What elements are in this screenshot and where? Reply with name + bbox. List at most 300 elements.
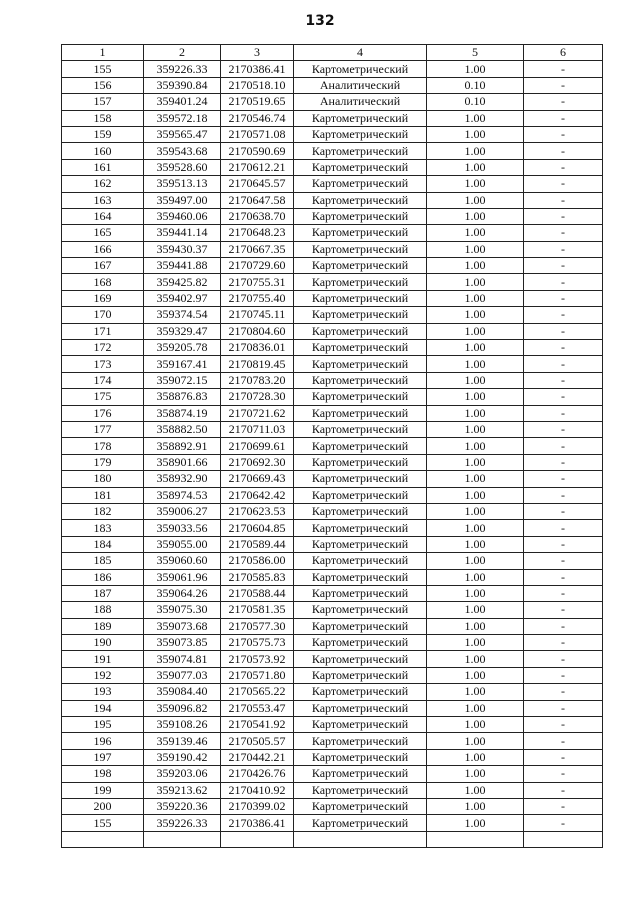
table-cell: 2170426.76	[221, 766, 294, 782]
table-cell: 2170836.01	[221, 340, 294, 356]
table-cell: -	[524, 700, 603, 716]
table-cell: -	[524, 225, 603, 241]
table-cell: 359513.13	[144, 176, 221, 192]
coordinates-table	[61, 44, 603, 848]
table-cell: 2170399.02	[221, 798, 294, 814]
table-row	[62, 667, 603, 683]
table-cell: 198	[62, 766, 144, 782]
table-cell: 1.00	[427, 274, 524, 290]
table-row	[62, 471, 603, 487]
table-cell: 359528.60	[144, 159, 221, 175]
table-cell: 2170590.69	[221, 143, 294, 159]
table-cell: -	[524, 143, 603, 159]
table-cell: 197	[62, 749, 144, 765]
table-cell: 1.00	[427, 356, 524, 372]
table-cell: 1.00	[427, 766, 524, 782]
table-cell: 1.00	[427, 159, 524, 175]
table-cell: 171	[62, 323, 144, 339]
table-cell: 2170729.60	[221, 258, 294, 274]
table-row	[62, 602, 603, 618]
table-cell: Картометрический	[294, 192, 427, 208]
table-cell: 358932.90	[144, 471, 221, 487]
table-cell: Аналитический	[294, 94, 427, 110]
table-cell: -	[524, 602, 603, 618]
page-number: 132	[305, 13, 335, 29]
table-cell: -	[524, 733, 603, 749]
table-cell: 359430.37	[144, 241, 221, 257]
table-cell: 1.00	[427, 176, 524, 192]
table-row	[62, 421, 603, 437]
table-cell: -	[524, 635, 603, 651]
table-cell: 2170577.30	[221, 618, 294, 634]
table-cell: 2170586.00	[221, 553, 294, 569]
table-cell: 359055.00	[144, 536, 221, 552]
table-cell: -	[524, 585, 603, 601]
table-cell: -	[524, 520, 603, 536]
table-cell: 2170819.45	[221, 356, 294, 372]
table-row	[62, 717, 603, 733]
table-cell: 1.00	[427, 454, 524, 470]
table-cell: Картометрический	[294, 438, 427, 454]
table-row	[62, 536, 603, 552]
table-cell: 2170541.92	[221, 717, 294, 733]
table-cell: Картометрический	[294, 635, 427, 651]
table-cell: -	[524, 798, 603, 814]
table-cell: Картометрический	[294, 471, 427, 487]
table-cell: Картометрический	[294, 61, 427, 77]
table-cell	[62, 831, 144, 847]
table-cell	[524, 831, 603, 847]
table-cell: -	[524, 159, 603, 175]
table-cell: Картометрический	[294, 585, 427, 601]
table-cell: 176	[62, 405, 144, 421]
table-cell: 1.00	[427, 421, 524, 437]
table-cell: 2170519.65	[221, 94, 294, 110]
header-cell: 3	[221, 45, 294, 61]
table-cell: -	[524, 651, 603, 667]
table-cell: 164	[62, 208, 144, 224]
table-cell: -	[524, 815, 603, 831]
table-cell: 358874.19	[144, 405, 221, 421]
table-cell: 2170505.57	[221, 733, 294, 749]
table-cell: 359374.54	[144, 307, 221, 323]
table-cell: -	[524, 389, 603, 405]
table-row	[62, 766, 603, 782]
table-cell: 2170648.23	[221, 225, 294, 241]
table-row	[62, 77, 603, 93]
table-cell: 1.00	[427, 61, 524, 77]
table-cell: 359096.82	[144, 700, 221, 716]
table-cell: 359108.26	[144, 717, 221, 733]
table-cell: 359213.62	[144, 782, 221, 798]
table-cell: 163	[62, 192, 144, 208]
table-cell: 1.00	[427, 635, 524, 651]
table-cell	[221, 831, 294, 847]
table-cell: -	[524, 77, 603, 93]
table-cell: Картометрический	[294, 225, 427, 241]
table-cell: 1.00	[427, 733, 524, 749]
table-cell: -	[524, 471, 603, 487]
table-cell: 359226.33	[144, 815, 221, 831]
table-cell: 2170604.85	[221, 520, 294, 536]
table-cell: 158	[62, 110, 144, 126]
table-row	[62, 651, 603, 667]
table-cell: Картометрический	[294, 717, 427, 733]
table-row	[62, 356, 603, 372]
table-cell: 157	[62, 94, 144, 110]
table-cell: -	[524, 503, 603, 519]
table-cell: 1.00	[427, 225, 524, 241]
table-row	[62, 61, 603, 77]
table-cell: 1.00	[427, 340, 524, 356]
table-cell: 2170667.35	[221, 241, 294, 257]
table-cell: Картометрический	[294, 340, 427, 356]
table-cell: Аналитический	[294, 77, 427, 93]
table-row	[62, 798, 603, 814]
table-cell: 155	[62, 815, 144, 831]
table-cell: 2170589.44	[221, 536, 294, 552]
table-cell: 359460.06	[144, 208, 221, 224]
table-cell: 169	[62, 290, 144, 306]
table-cell: 2170386.41	[221, 815, 294, 831]
table-cell: 2170638.70	[221, 208, 294, 224]
table-cell: 1.00	[427, 602, 524, 618]
table-cell: 2170699.61	[221, 438, 294, 454]
table-cell: 180	[62, 471, 144, 487]
table-cell: 1.00	[427, 126, 524, 142]
table-cell: 2170565.22	[221, 684, 294, 700]
table-cell: 167	[62, 258, 144, 274]
table-cell: 1.00	[427, 536, 524, 552]
table-cell: 2170669.43	[221, 471, 294, 487]
table-cell: Картометрический	[294, 700, 427, 716]
table-cell: 193	[62, 684, 144, 700]
table-cell: 2170755.31	[221, 274, 294, 290]
table-cell	[294, 831, 427, 847]
table-row	[62, 159, 603, 175]
table-cell: -	[524, 61, 603, 77]
table-cell: Картометрический	[294, 520, 427, 536]
table-cell: 2170645.57	[221, 176, 294, 192]
table-cell: 1.00	[427, 290, 524, 306]
table-row	[62, 553, 603, 569]
table-cell: 358974.53	[144, 487, 221, 503]
table-cell: 359390.84	[144, 77, 221, 93]
table-cell: 359073.85	[144, 635, 221, 651]
table-cell: Картометрический	[294, 356, 427, 372]
table-cell: -	[524, 372, 603, 388]
table-cell: Картометрический	[294, 421, 427, 437]
header-cell: 5	[427, 45, 524, 61]
table-cell: Картометрический	[294, 405, 427, 421]
table-cell: 196	[62, 733, 144, 749]
table-cell: 359205.78	[144, 340, 221, 356]
table-row	[62, 700, 603, 716]
table-cell: 358876.83	[144, 389, 221, 405]
table-row	[62, 307, 603, 323]
table-cell: 359226.33	[144, 61, 221, 77]
table-cell: 181	[62, 487, 144, 503]
table-cell: 161	[62, 159, 144, 175]
table-cell: 2170553.47	[221, 700, 294, 716]
table-cell: 359084.40	[144, 684, 221, 700]
table-row	[62, 176, 603, 192]
table-cell: 2170575.73	[221, 635, 294, 651]
table-cell: 173	[62, 356, 144, 372]
table-cell: 186	[62, 569, 144, 585]
table-cell: 2170442.21	[221, 749, 294, 765]
table-cell: 195	[62, 717, 144, 733]
table-cell: 1.00	[427, 503, 524, 519]
table-cell: -	[524, 438, 603, 454]
table-cell: -	[524, 340, 603, 356]
table-cell: 182	[62, 503, 144, 519]
table-cell: 359497.00	[144, 192, 221, 208]
table-cell: Картометрический	[294, 176, 427, 192]
table-row	[62, 241, 603, 257]
header-cell: 6	[524, 45, 603, 61]
table-cell: 1.00	[427, 569, 524, 585]
table-cell: 359033.56	[144, 520, 221, 536]
table-cell: 155	[62, 61, 144, 77]
table-cell: 160	[62, 143, 144, 159]
table-row	[62, 782, 603, 798]
table-cell: 2170692.30	[221, 454, 294, 470]
header-cell: 2	[144, 45, 221, 61]
table-cell: -	[524, 618, 603, 634]
table-cell: -	[524, 667, 603, 683]
table-cell: 185	[62, 553, 144, 569]
table-cell: 1.00	[427, 192, 524, 208]
table-cell: 359060.60	[144, 553, 221, 569]
table-cell: 359203.06	[144, 766, 221, 782]
table-cell: -	[524, 717, 603, 733]
table-cell: Картометрический	[294, 815, 427, 831]
table-cell: 2170783.20	[221, 372, 294, 388]
table-cell: 2170623.53	[221, 503, 294, 519]
table-cell: 1.00	[427, 438, 524, 454]
table-cell: 1.00	[427, 798, 524, 814]
table-cell: Картометрический	[294, 618, 427, 634]
table-cell: Картометрический	[294, 307, 427, 323]
table-cell: Картометрический	[294, 454, 427, 470]
table-row	[62, 569, 603, 585]
table-cell: 1.00	[427, 553, 524, 569]
table-row	[62, 94, 603, 110]
table-cell: 1.00	[427, 782, 524, 798]
table-row	[62, 340, 603, 356]
table-cell: Картометрический	[294, 651, 427, 667]
table-cell: -	[524, 454, 603, 470]
table-cell: 1.00	[427, 700, 524, 716]
table-cell: -	[524, 241, 603, 257]
table-cell	[144, 831, 221, 847]
table-cell: Картометрический	[294, 258, 427, 274]
table-cell: 178	[62, 438, 144, 454]
table-cell: 2170745.11	[221, 307, 294, 323]
table-row	[62, 126, 603, 142]
table-cell: 162	[62, 176, 144, 192]
table-cell: Картометрический	[294, 569, 427, 585]
table-row	[62, 110, 603, 126]
table-cell: Картометрический	[294, 553, 427, 569]
table-cell: -	[524, 536, 603, 552]
table-cell: 2170573.92	[221, 651, 294, 667]
table-cell: 1.00	[427, 667, 524, 683]
table-cell: Картометрический	[294, 733, 427, 749]
table-cell: Картометрический	[294, 782, 427, 798]
table-cell: 359220.36	[144, 798, 221, 814]
table-cell: -	[524, 192, 603, 208]
table-cell: 165	[62, 225, 144, 241]
table-cell: 359064.26	[144, 585, 221, 601]
table-cell: 1.00	[427, 471, 524, 487]
table-cell: Картометрический	[294, 684, 427, 700]
table-cell: 2170571.08	[221, 126, 294, 142]
table-cell: Картометрический	[294, 667, 427, 683]
table-cell: 359402.97	[144, 290, 221, 306]
table-row	[62, 258, 603, 274]
table-cell: 359441.14	[144, 225, 221, 241]
table-cell: -	[524, 405, 603, 421]
table-cell: 2170410.92	[221, 782, 294, 798]
table-row	[62, 454, 603, 470]
table-cell: 170	[62, 307, 144, 323]
table-cell: 359441.88	[144, 258, 221, 274]
table-row	[62, 323, 603, 339]
table-cell: -	[524, 684, 603, 700]
table-cell: 1.00	[427, 208, 524, 224]
table-cell: 189	[62, 618, 144, 634]
table-cell: 2170755.40	[221, 290, 294, 306]
table-cell: 1.00	[427, 323, 524, 339]
table-row	[62, 684, 603, 700]
table-row	[62, 274, 603, 290]
table-row	[62, 503, 603, 519]
table-cell: 2170711.03	[221, 421, 294, 437]
table-cell: -	[524, 307, 603, 323]
table-cell: 1.00	[427, 389, 524, 405]
table-cell: 194	[62, 700, 144, 716]
table-cell: Картометрический	[294, 159, 427, 175]
table-cell: 159	[62, 126, 144, 142]
table-cell: -	[524, 126, 603, 142]
table-cell: 2170588.44	[221, 585, 294, 601]
table-cell: -	[524, 421, 603, 437]
table-cell: 359329.47	[144, 323, 221, 339]
table-cell: -	[524, 323, 603, 339]
table-cell: Картометрический	[294, 389, 427, 405]
table-cell: 1.00	[427, 684, 524, 700]
table-cell: -	[524, 290, 603, 306]
header-cell: 1	[62, 45, 144, 61]
table-cell: Картометрический	[294, 602, 427, 618]
table-cell: 2170647.58	[221, 192, 294, 208]
table-row	[62, 831, 603, 847]
table-cell: 359075.30	[144, 602, 221, 618]
table-cell: -	[524, 356, 603, 372]
table-cell: 358882.50	[144, 421, 221, 437]
table-cell: 1.00	[427, 618, 524, 634]
table-cell: 359543.68	[144, 143, 221, 159]
table-cell: Картометрический	[294, 126, 427, 142]
table-cell: 1.00	[427, 749, 524, 765]
table-cell: 1.00	[427, 651, 524, 667]
table-cell: 1.00	[427, 520, 524, 536]
table-cell: 184	[62, 536, 144, 552]
table-cell: 359061.96	[144, 569, 221, 585]
table-cell: 2170642.42	[221, 487, 294, 503]
table-cell: 0.10	[427, 77, 524, 93]
table-cell: 358892.91	[144, 438, 221, 454]
table-cell: 199	[62, 782, 144, 798]
table-cell: 1.00	[427, 241, 524, 257]
table-cell: Картометрический	[294, 798, 427, 814]
table-row	[62, 192, 603, 208]
table-cell: Картометрический	[294, 290, 427, 306]
table-row	[62, 749, 603, 765]
table-cell: 1.00	[427, 372, 524, 388]
table-row	[62, 815, 603, 831]
table-cell: 156	[62, 77, 144, 93]
table-cell: 1.00	[427, 258, 524, 274]
table-cell: -	[524, 94, 603, 110]
table-cell: 2170518.10	[221, 77, 294, 93]
table-row	[62, 290, 603, 306]
table-cell: 2170612.21	[221, 159, 294, 175]
table-row	[62, 438, 603, 454]
table-cell: Картометрический	[294, 372, 427, 388]
table-cell: 1.00	[427, 405, 524, 421]
table-cell: 1.00	[427, 110, 524, 126]
table-cell: 187	[62, 585, 144, 601]
table-cell: 2170571.80	[221, 667, 294, 683]
table-row	[62, 487, 603, 503]
table-cell: 174	[62, 372, 144, 388]
table-cell: -	[524, 553, 603, 569]
table-cell: -	[524, 258, 603, 274]
table-cell: Картометрический	[294, 503, 427, 519]
table-body	[62, 45, 603, 848]
table-cell: -	[524, 487, 603, 503]
table-row	[62, 520, 603, 536]
table-row	[62, 389, 603, 405]
table-cell: 359073.68	[144, 618, 221, 634]
table-header-row	[62, 45, 603, 61]
table-cell: -	[524, 749, 603, 765]
header-cell: 4	[294, 45, 427, 61]
table-cell: 0.10	[427, 94, 524, 110]
table-cell: 359425.82	[144, 274, 221, 290]
table-cell: 1.00	[427, 717, 524, 733]
table-row	[62, 208, 603, 224]
table-cell: 359072.15	[144, 372, 221, 388]
table-row	[62, 635, 603, 651]
table-cell: Картометрический	[294, 274, 427, 290]
table-cell: 359006.27	[144, 503, 221, 519]
table-cell: Картометрический	[294, 110, 427, 126]
table-row	[62, 143, 603, 159]
table-cell: Картометрический	[294, 749, 427, 765]
table-cell: 2170721.62	[221, 405, 294, 421]
table-cell: 359401.24	[144, 94, 221, 110]
table-cell: 1.00	[427, 307, 524, 323]
table-cell: 1.00	[427, 815, 524, 831]
table-row	[62, 733, 603, 749]
table-cell: Картометрический	[294, 766, 427, 782]
table-cell: Картометрический	[294, 241, 427, 257]
table-cell: Картометрический	[294, 323, 427, 339]
